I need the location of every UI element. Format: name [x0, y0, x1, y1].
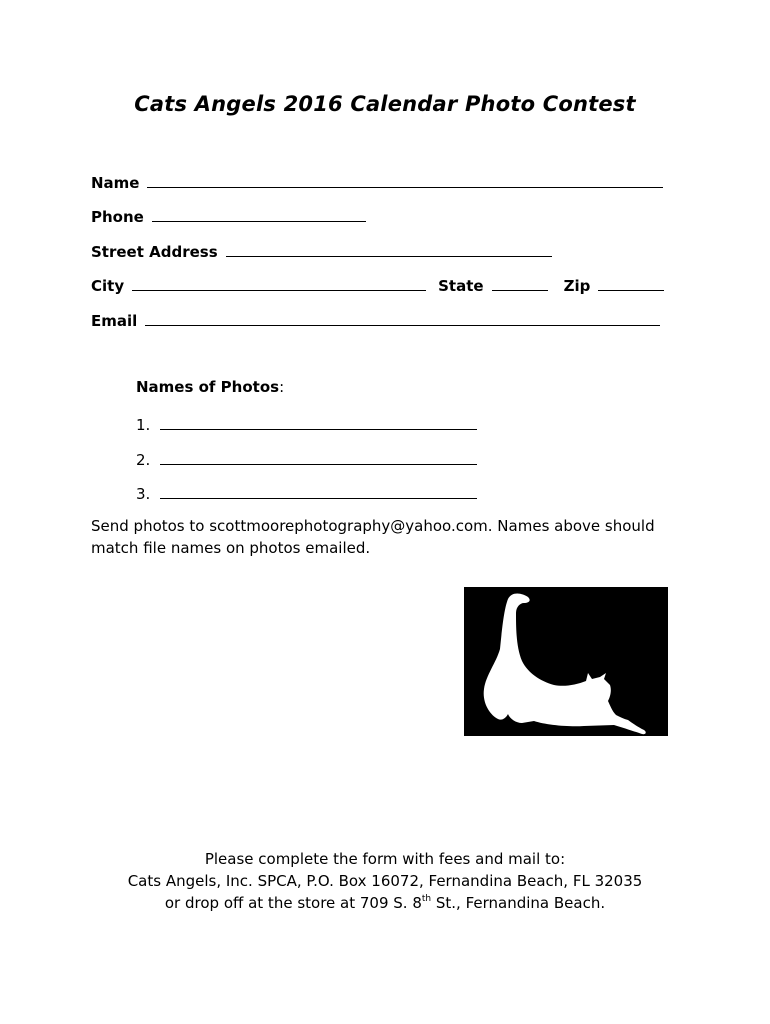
photo-number: 3. — [136, 485, 151, 503]
phone-input-line[interactable] — [152, 220, 366, 222]
photo-name-row — [136, 481, 477, 503]
photos-heading — [136, 378, 284, 396]
email-field — [91, 308, 660, 330]
phone-label: Phone — [91, 208, 144, 226]
photo-name-input-line[interactable] — [160, 497, 477, 499]
photos-heading-text: Names of Photos — [136, 378, 280, 396]
photo-name-input-line[interactable] — [160, 463, 477, 465]
form-title: Cats Angels 2016 Calendar Photo Contest — [134, 92, 636, 116]
city-label: City — [91, 277, 125, 295]
store-address-sup: th — [421, 894, 432, 904]
photo-number: 2. — [136, 451, 151, 469]
street-address-label: Street Address — [91, 243, 218, 261]
mailing-instructions — [0, 848, 770, 914]
zip-label: Zip — [563, 277, 591, 295]
street-address-input-line[interactable] — [226, 255, 552, 257]
photo-number: 1. — [136, 416, 151, 434]
photo-name-input-line[interactable] — [160, 428, 477, 430]
email-label: Email — [91, 312, 138, 330]
email-input-line[interactable] — [145, 324, 660, 326]
phone-field — [91, 204, 366, 226]
state-label: State — [438, 277, 484, 295]
state-input-line[interactable] — [492, 289, 548, 291]
city-state-zip-field — [91, 273, 664, 295]
store-address-pre: or drop off at the store at 709 S. 8 — [164, 894, 422, 912]
street-address-field — [91, 239, 552, 261]
photo-name-row — [136, 412, 477, 434]
stretching-cat-silhouette-icon — [464, 587, 668, 736]
city-input-line[interactable] — [132, 289, 426, 291]
cat-silhouette-svg — [464, 587, 668, 736]
photos-heading-colon: : — [279, 378, 285, 396]
name-input-line[interactable] — [147, 186, 663, 188]
zip-input-line[interactable] — [598, 289, 664, 291]
photo-name-row — [136, 447, 477, 469]
footer-line: Cats Angels, Inc. SPCA, P.O. Box 16072, Fernandina Beach, FL 32035 — [127, 872, 643, 890]
name-label: Name — [91, 174, 140, 192]
footer-line-store — [0, 892, 770, 914]
name-field — [91, 170, 663, 192]
submission-note — [91, 515, 681, 559]
submission-note-line: match file names on photos emailed. — [91, 539, 371, 557]
store-address-post: St., Fernandina Beach. — [431, 894, 606, 912]
footer-line: Please complete the form with fees and mail to: — [204, 850, 566, 868]
submission-note-line: Send photos to scottmoorephotography@yahoo.com. Names above should — [91, 517, 655, 535]
